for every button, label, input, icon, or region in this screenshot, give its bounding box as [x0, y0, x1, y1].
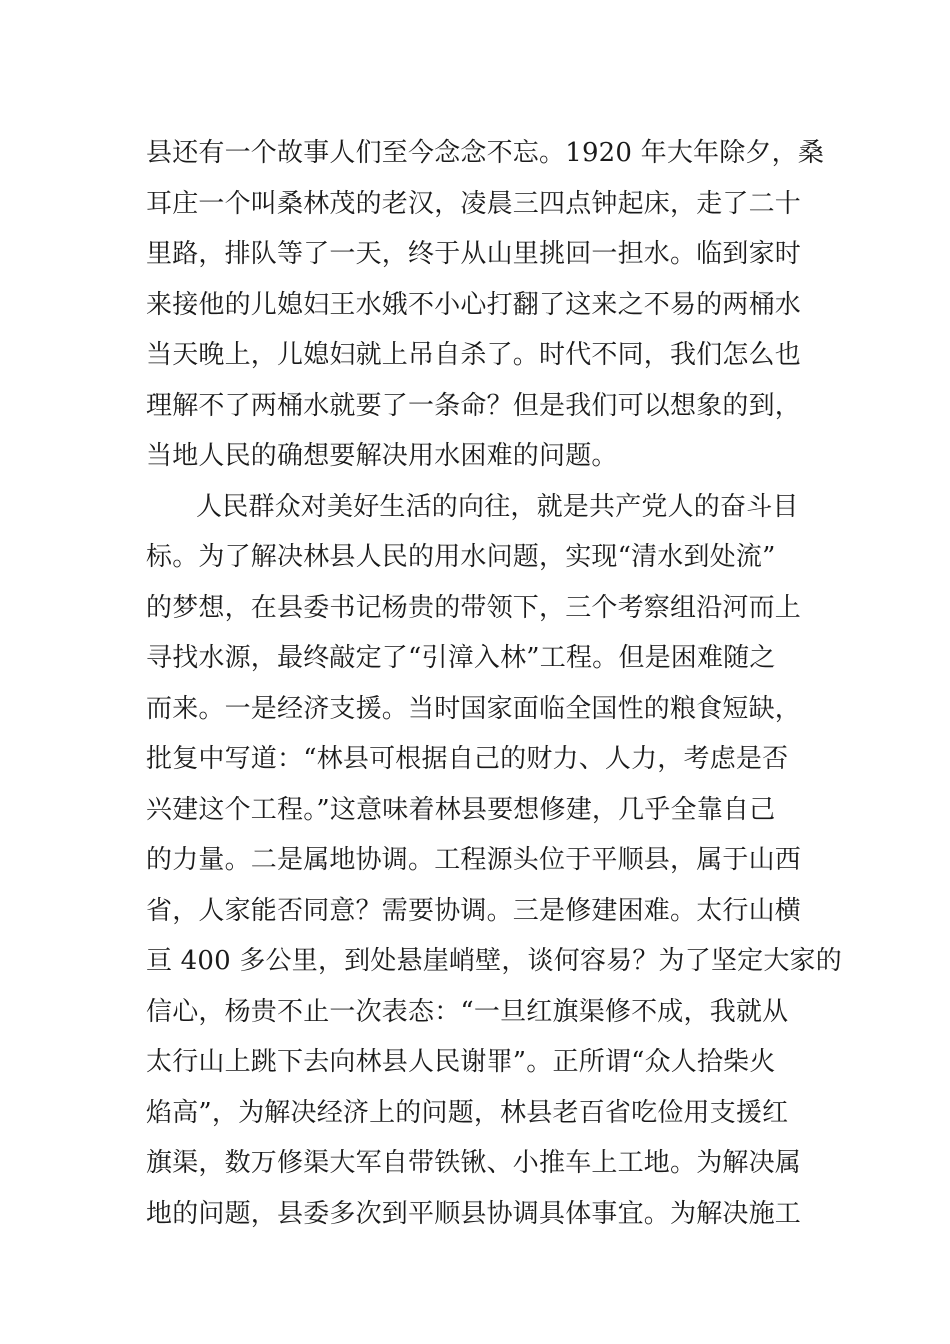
text-line: 人民群众对美好生活的向往，就是共产党人的奋斗目 — [196, 491, 799, 522]
body-text — [146, 128, 842, 1239]
paragraph-1 — [146, 128, 825, 482]
text-line: 标。为了解决林县人民的用水问题，实现“清水到处流” — [146, 542, 776, 572]
paragraph-2 — [146, 482, 842, 1240]
text-line: 亘 400 多公里，到处悬崖峭壁，谈何容易？为了坚定大家的 — [146, 946, 842, 976]
text-line: 焰高”，为解决经济上的问题，林县老百省吃俭用支援红 — [146, 1097, 789, 1128]
text-line: 寻找水源，最终敲定了“引漳入林”工程。但是困难随之 — [146, 643, 776, 673]
text-line: 旗渠，数万修渠大军自带铁锹、小推车上工地。为解决属 — [146, 1148, 802, 1178]
text-line: 省，人家能否同意？需要协调。三是修建困难。太行山横 — [146, 895, 802, 926]
text-line: 耳庄一个叫桑林茂的老汉，凌晨三四点钟起床，走了二十 — [146, 188, 802, 219]
text-line: 地的问题，县委多次到平顺县协调具体事宜。为解决施工 — [146, 1198, 802, 1229]
text-line: 县还有一个故事人们至今念念不忘。1920 年大年除夕，桑 — [146, 138, 825, 168]
text-line: 的力量。二是属地协调。工程源头位于平顺县，属于山西 — [146, 845, 802, 875]
text-line: 兴建这个工程。”这意味着林县要想修建，几乎全靠自己 — [146, 794, 776, 825]
text-line: 当地人民的确想要解决用水困难的问题。 — [146, 441, 618, 471]
text-line: 信心，杨贵不止一次表态：“一旦红旗渠修不成，我就从 — [146, 996, 789, 1027]
text-line: 里路，排队等了一天，终于从山里挑回一担水。临到家时 — [146, 239, 802, 269]
text-line: 当天晚上，儿媳妇就上吊自杀了。时代不同，我们怎么也 — [146, 340, 802, 370]
text-line: 而来。一是经济支援。当时国家面临全国性的粮食短缺， — [146, 693, 802, 724]
text-line: 批复中写道：“林县可根据自己的财力、人力，考虑是否 — [146, 744, 789, 774]
text-line: 太行山上跳下去向林县人民谢罪”。正所谓“众人拾柴火 — [146, 1047, 776, 1077]
text-line: 来接他的儿媳妇王水娥不小心打翻了这来之不易的两桶水 — [146, 289, 802, 320]
text-line: 理解不了两桶水就要了一条命？但是我们可以想象的到， — [146, 390, 802, 421]
text-line: 的梦想，在县委书记杨贵的带领下，三个考察组沿河而上 — [146, 592, 802, 623]
